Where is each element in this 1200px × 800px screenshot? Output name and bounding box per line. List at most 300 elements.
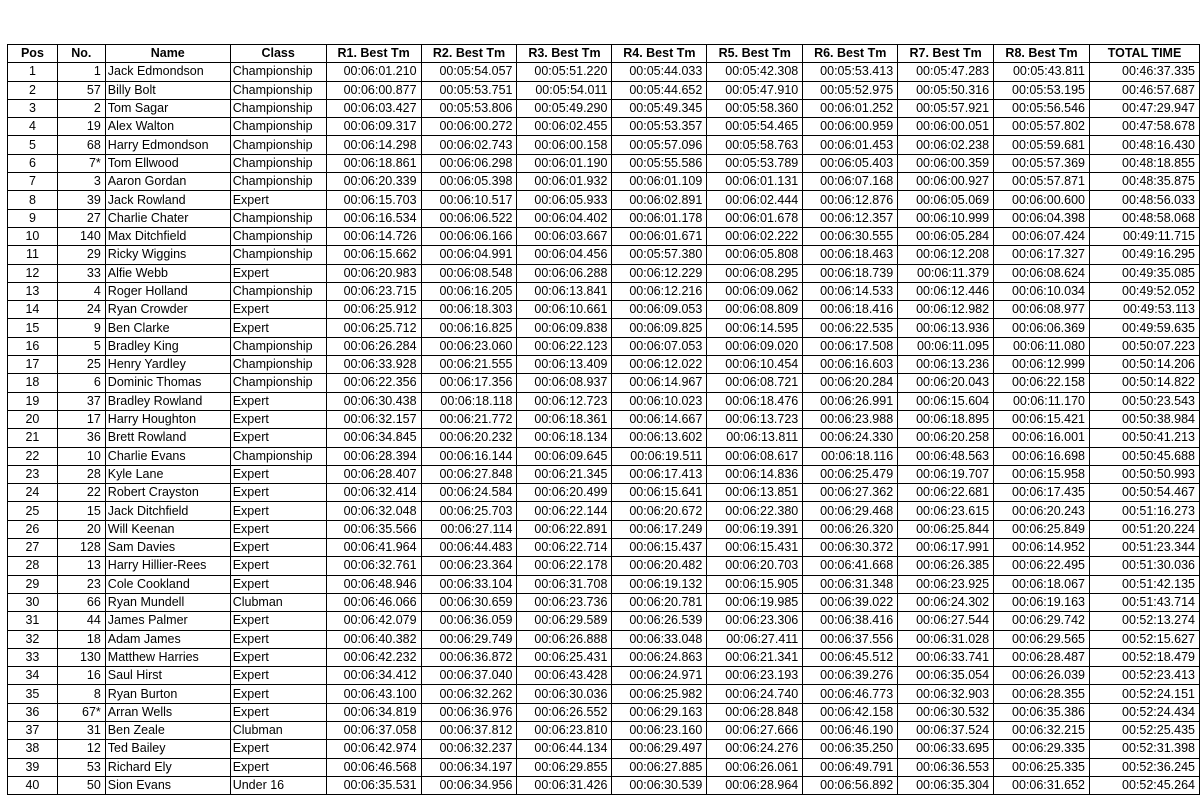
table-row xyxy=(8,337,1200,355)
r3-cell: 00:06:18.361 xyxy=(517,410,612,428)
r4-cell: 00:06:12.022 xyxy=(612,356,707,374)
pos-cell: 34 xyxy=(8,667,58,685)
r2-cell: 00:06:08.548 xyxy=(421,264,517,282)
r8-cell: 00:06:22.495 xyxy=(994,557,1090,575)
class-cell: Expert xyxy=(230,539,326,557)
r5-cell: 00:06:18.476 xyxy=(707,392,803,410)
total-time-cell: 00:47:29.947 xyxy=(1090,99,1200,117)
table-row xyxy=(8,410,1200,428)
r2-cell: 00:06:18.303 xyxy=(421,301,517,319)
r3-cell: 00:06:01.190 xyxy=(517,154,612,172)
name-cell: Tom Ellwood xyxy=(105,154,230,172)
header-cell: R2. Best Tm xyxy=(421,45,517,63)
table-row xyxy=(8,502,1200,520)
table-row xyxy=(8,685,1200,703)
r5-cell: 00:05:53.789 xyxy=(707,154,803,172)
name-cell: Ryan Crowder xyxy=(105,301,230,319)
header-cell: Class xyxy=(230,45,326,63)
r6-cell: 00:06:22.535 xyxy=(803,319,898,337)
r7-cell: 00:05:57.921 xyxy=(898,99,994,117)
r8-cell: 00:06:28.355 xyxy=(994,685,1090,703)
total-time-cell: 00:52:24.151 xyxy=(1090,685,1200,703)
r1-cell: 00:06:40.382 xyxy=(326,630,421,648)
pos-cell: 17 xyxy=(8,356,58,374)
r3-cell: 00:06:22.714 xyxy=(517,539,612,557)
number-cell: 28 xyxy=(57,465,105,483)
r5-cell: 00:05:58.360 xyxy=(707,99,803,117)
class-cell: Expert xyxy=(230,703,326,721)
r2-cell: 00:06:16.205 xyxy=(421,282,517,300)
r6-cell: 00:06:01.252 xyxy=(803,99,898,117)
r4-cell: 00:06:01.109 xyxy=(612,173,707,191)
r6-cell: 00:06:18.116 xyxy=(803,447,898,465)
r6-cell: 00:05:52.975 xyxy=(803,81,898,99)
table-row xyxy=(8,648,1200,666)
r4-cell: 00:06:24.971 xyxy=(612,667,707,685)
class-cell: Championship xyxy=(230,337,326,355)
r2-cell: 00:06:27.848 xyxy=(421,465,517,483)
number-cell: 57 xyxy=(57,81,105,99)
r7-cell: 00:06:20.258 xyxy=(898,429,994,447)
name-cell: Adam James xyxy=(105,630,230,648)
r7-cell: 00:06:15.604 xyxy=(898,392,994,410)
r5-cell: 00:06:21.341 xyxy=(707,648,803,666)
r7-cell: 00:06:13.936 xyxy=(898,319,994,337)
class-cell: Championship xyxy=(230,374,326,392)
r6-cell: 00:06:01.453 xyxy=(803,136,898,154)
table-row xyxy=(8,593,1200,611)
total-time-cell: 00:49:16.295 xyxy=(1090,246,1200,264)
name-cell: Bradley Rowland xyxy=(105,392,230,410)
r3-cell: 00:06:21.345 xyxy=(517,465,612,483)
class-cell: Expert xyxy=(230,301,326,319)
name-cell: Will Keenan xyxy=(105,520,230,538)
r8-cell: 00:06:32.215 xyxy=(994,721,1090,739)
r7-cell: 00:06:36.553 xyxy=(898,758,994,776)
r1-cell: 00:06:14.726 xyxy=(326,227,421,245)
r5-cell: 00:06:27.666 xyxy=(707,721,803,739)
r6-cell: 00:06:12.357 xyxy=(803,209,898,227)
total-time-cell: 00:49:11.715 xyxy=(1090,227,1200,245)
number-cell: 18 xyxy=(57,630,105,648)
r3-cell: 00:06:08.937 xyxy=(517,374,612,392)
number-cell: 9 xyxy=(57,319,105,337)
r1-cell: 00:06:00.877 xyxy=(326,81,421,99)
r4-cell: 00:06:15.437 xyxy=(612,539,707,557)
number-cell: 36 xyxy=(57,429,105,447)
r7-cell: 00:06:33.695 xyxy=(898,740,994,758)
r6-cell: 00:06:00.959 xyxy=(803,118,898,136)
r6-cell: 00:06:20.284 xyxy=(803,374,898,392)
class-cell: Championship xyxy=(230,63,326,81)
class-cell: Expert xyxy=(230,520,326,538)
class-cell: Championship xyxy=(230,356,326,374)
r5-cell: 00:06:24.740 xyxy=(707,685,803,703)
r3-cell: 00:05:49.290 xyxy=(517,99,612,117)
r2-cell: 00:06:06.166 xyxy=(421,227,517,245)
r3-cell: 00:06:10.661 xyxy=(517,301,612,319)
header-cell: R7. Best Tm xyxy=(898,45,994,63)
pos-cell: 25 xyxy=(8,502,58,520)
number-cell: 12 xyxy=(57,740,105,758)
total-time-cell: 00:48:56.033 xyxy=(1090,191,1200,209)
total-time-cell: 00:51:20.224 xyxy=(1090,520,1200,538)
table-row xyxy=(8,81,1200,99)
number-cell: 7* xyxy=(57,154,105,172)
number-cell: 53 xyxy=(57,758,105,776)
r6-cell: 00:06:45.512 xyxy=(803,648,898,666)
r6-cell: 00:06:23.988 xyxy=(803,410,898,428)
pos-cell: 29 xyxy=(8,575,58,593)
r7-cell: 00:06:12.446 xyxy=(898,282,994,300)
pos-cell: 27 xyxy=(8,539,58,557)
r4-cell: 00:06:14.967 xyxy=(612,374,707,392)
r4-cell: 00:06:01.671 xyxy=(612,227,707,245)
r4-cell: 00:06:17.413 xyxy=(612,465,707,483)
r7-cell: 00:06:33.741 xyxy=(898,648,994,666)
r8-cell: 00:05:57.369 xyxy=(994,154,1090,172)
class-cell: Clubman xyxy=(230,721,326,739)
r1-cell: 00:06:41.964 xyxy=(326,539,421,557)
table-row xyxy=(8,264,1200,282)
number-cell: 8 xyxy=(57,685,105,703)
r5-cell: 00:06:14.836 xyxy=(707,465,803,483)
number-cell: 22 xyxy=(57,484,105,502)
r2-cell: 00:05:53.751 xyxy=(421,81,517,99)
r7-cell: 00:06:12.208 xyxy=(898,246,994,264)
r8-cell: 00:05:56.546 xyxy=(994,99,1090,117)
r1-cell: 00:06:42.974 xyxy=(326,740,421,758)
total-time-cell: 00:49:53.113 xyxy=(1090,301,1200,319)
r1-cell: 00:06:23.715 xyxy=(326,282,421,300)
r4-cell: 00:06:09.053 xyxy=(612,301,707,319)
results-body xyxy=(8,63,1200,795)
name-cell: Jack Ditchfield xyxy=(105,502,230,520)
r2-cell: 00:06:21.772 xyxy=(421,410,517,428)
r7-cell: 00:06:23.925 xyxy=(898,575,994,593)
r1-cell: 00:06:28.407 xyxy=(326,465,421,483)
r5-cell: 00:05:47.910 xyxy=(707,81,803,99)
pos-cell: 26 xyxy=(8,520,58,538)
r6-cell: 00:06:56.892 xyxy=(803,776,898,794)
name-cell: James Palmer xyxy=(105,612,230,630)
number-cell: 15 xyxy=(57,502,105,520)
r1-cell: 00:06:30.438 xyxy=(326,392,421,410)
r1-cell: 00:06:42.232 xyxy=(326,648,421,666)
r5-cell: 00:06:09.020 xyxy=(707,337,803,355)
r2-cell: 00:06:23.364 xyxy=(421,557,517,575)
pos-cell: 23 xyxy=(8,465,58,483)
r2-cell: 00:05:53.806 xyxy=(421,99,517,117)
name-cell: Harry Edmondson xyxy=(105,136,230,154)
r5-cell: 00:06:23.306 xyxy=(707,612,803,630)
class-cell: Championship xyxy=(230,154,326,172)
r8-cell: 00:06:12.999 xyxy=(994,356,1090,374)
r3-cell: 00:06:23.736 xyxy=(517,593,612,611)
class-cell: Under 16 xyxy=(230,776,326,794)
r1-cell: 00:06:25.912 xyxy=(326,301,421,319)
r7-cell: 00:06:48.563 xyxy=(898,447,994,465)
r3-cell: 00:06:13.409 xyxy=(517,356,612,374)
r7-cell: 00:06:00.359 xyxy=(898,154,994,172)
header-cell: R5. Best Tm xyxy=(707,45,803,63)
r1-cell: 00:06:34.412 xyxy=(326,667,421,685)
r3-cell: 00:06:23.810 xyxy=(517,721,612,739)
table-row xyxy=(8,154,1200,172)
r1-cell: 00:06:03.427 xyxy=(326,99,421,117)
r7-cell: 00:06:20.043 xyxy=(898,374,994,392)
r5-cell: 00:06:08.721 xyxy=(707,374,803,392)
r3-cell: 00:06:26.552 xyxy=(517,703,612,721)
r8-cell: 00:06:31.652 xyxy=(994,776,1090,794)
name-cell: Billy Bolt xyxy=(105,81,230,99)
r8-cell: 00:06:18.067 xyxy=(994,575,1090,593)
r3-cell: 00:06:22.178 xyxy=(517,557,612,575)
name-cell: Robert Crayston xyxy=(105,484,230,502)
r2-cell: 00:06:16.825 xyxy=(421,319,517,337)
r6-cell: 00:06:39.276 xyxy=(803,667,898,685)
number-cell: 20 xyxy=(57,520,105,538)
r7-cell: 00:06:22.681 xyxy=(898,484,994,502)
total-time-cell: 00:51:16.273 xyxy=(1090,502,1200,520)
r3-cell: 00:06:22.891 xyxy=(517,520,612,538)
number-cell: 5 xyxy=(57,337,105,355)
class-cell: Championship xyxy=(230,447,326,465)
r7-cell: 00:06:05.069 xyxy=(898,191,994,209)
r6-cell: 00:06:46.773 xyxy=(803,685,898,703)
header-row xyxy=(8,45,1200,63)
r7-cell: 00:06:32.903 xyxy=(898,685,994,703)
r1-cell: 00:06:20.983 xyxy=(326,264,421,282)
table-row xyxy=(8,557,1200,575)
r4-cell: 00:05:44.652 xyxy=(612,81,707,99)
r3-cell: 00:06:00.158 xyxy=(517,136,612,154)
r4-cell: 00:06:26.539 xyxy=(612,612,707,630)
number-cell: 128 xyxy=(57,539,105,557)
total-time-cell: 00:52:36.245 xyxy=(1090,758,1200,776)
total-time-cell: 00:52:45.264 xyxy=(1090,776,1200,794)
r2-cell: 00:06:05.398 xyxy=(421,173,517,191)
table-row xyxy=(8,703,1200,721)
name-cell: Max Ditchfield xyxy=(105,227,230,245)
class-cell: Expert xyxy=(230,319,326,337)
class-cell: Championship xyxy=(230,209,326,227)
r7-cell: 00:06:37.524 xyxy=(898,721,994,739)
r2-cell: 00:06:17.356 xyxy=(421,374,517,392)
r8-cell: 00:06:14.952 xyxy=(994,539,1090,557)
class-cell: Championship xyxy=(230,173,326,191)
pos-cell: 39 xyxy=(8,758,58,776)
r4-cell: 00:06:19.132 xyxy=(612,575,707,593)
table-row xyxy=(8,319,1200,337)
r2-cell: 00:06:02.743 xyxy=(421,136,517,154)
name-cell: Sion Evans xyxy=(105,776,230,794)
r4-cell: 00:06:15.641 xyxy=(612,484,707,502)
total-time-cell: 00:52:31.398 xyxy=(1090,740,1200,758)
pos-cell: 21 xyxy=(8,429,58,447)
name-cell: Cole Cookland xyxy=(105,575,230,593)
r6-cell: 00:06:30.555 xyxy=(803,227,898,245)
r1-cell: 00:06:33.928 xyxy=(326,356,421,374)
total-time-cell: 00:47:58.678 xyxy=(1090,118,1200,136)
r4-cell: 00:06:29.163 xyxy=(612,703,707,721)
r1-cell: 00:06:09.317 xyxy=(326,118,421,136)
name-cell: Arran Wells xyxy=(105,703,230,721)
r8-cell: 00:06:28.487 xyxy=(994,648,1090,666)
r1-cell: 00:06:28.394 xyxy=(326,447,421,465)
r5-cell: 00:06:22.380 xyxy=(707,502,803,520)
r3-cell: 00:06:29.589 xyxy=(517,612,612,630)
r8-cell: 00:05:43.811 xyxy=(994,63,1090,81)
r1-cell: 00:06:18.861 xyxy=(326,154,421,172)
r2-cell: 00:06:18.118 xyxy=(421,392,517,410)
class-cell: Expert xyxy=(230,648,326,666)
pos-cell: 22 xyxy=(8,447,58,465)
table-row xyxy=(8,484,1200,502)
table-row xyxy=(8,575,1200,593)
number-cell: 27 xyxy=(57,209,105,227)
r5-cell: 00:05:42.308 xyxy=(707,63,803,81)
r4-cell: 00:06:29.497 xyxy=(612,740,707,758)
r5-cell: 00:06:02.222 xyxy=(707,227,803,245)
name-cell: Ricky Wiggins xyxy=(105,246,230,264)
number-cell: 24 xyxy=(57,301,105,319)
r3-cell: 00:06:22.123 xyxy=(517,337,612,355)
table-row xyxy=(8,447,1200,465)
r6-cell: 00:06:49.791 xyxy=(803,758,898,776)
number-cell: 37 xyxy=(57,392,105,410)
r8-cell: 00:06:29.742 xyxy=(994,612,1090,630)
r5-cell: 00:06:13.723 xyxy=(707,410,803,428)
class-cell: Expert xyxy=(230,465,326,483)
table-row xyxy=(8,209,1200,227)
table-row xyxy=(8,301,1200,319)
class-cell: Expert xyxy=(230,575,326,593)
r8-cell: 00:06:20.243 xyxy=(994,502,1090,520)
total-time-cell: 00:52:25.435 xyxy=(1090,721,1200,739)
number-cell: 31 xyxy=(57,721,105,739)
table-row xyxy=(8,282,1200,300)
name-cell: Harry Houghton xyxy=(105,410,230,428)
table-row xyxy=(8,520,1200,538)
r2-cell: 00:06:24.584 xyxy=(421,484,517,502)
r6-cell: 00:06:16.603 xyxy=(803,356,898,374)
pos-cell: 12 xyxy=(8,264,58,282)
pos-cell: 7 xyxy=(8,173,58,191)
r8-cell: 00:06:04.398 xyxy=(994,209,1090,227)
r3-cell: 00:06:12.723 xyxy=(517,392,612,410)
r6-cell: 00:06:31.348 xyxy=(803,575,898,593)
r4-cell: 00:06:14.667 xyxy=(612,410,707,428)
number-cell: 23 xyxy=(57,575,105,593)
r5-cell: 00:05:54.465 xyxy=(707,118,803,136)
table-row xyxy=(8,99,1200,117)
pos-cell: 9 xyxy=(8,209,58,227)
pos-cell: 2 xyxy=(8,81,58,99)
class-cell: Championship xyxy=(230,246,326,264)
number-cell: 1 xyxy=(57,63,105,81)
r4-cell: 00:06:23.160 xyxy=(612,721,707,739)
table-row xyxy=(8,191,1200,209)
header-cell: R8. Best Tm xyxy=(994,45,1090,63)
class-cell: Expert xyxy=(230,392,326,410)
r2-cell: 00:06:44.483 xyxy=(421,539,517,557)
r6-cell: 00:06:18.739 xyxy=(803,264,898,282)
r8-cell: 00:06:15.421 xyxy=(994,410,1090,428)
pos-cell: 10 xyxy=(8,227,58,245)
r1-cell: 00:06:46.066 xyxy=(326,593,421,611)
r1-cell: 00:06:15.703 xyxy=(326,191,421,209)
total-time-cell: 00:48:35.875 xyxy=(1090,173,1200,191)
r8-cell: 00:05:59.681 xyxy=(994,136,1090,154)
r8-cell: 00:06:22.158 xyxy=(994,374,1090,392)
r4-cell: 00:06:12.229 xyxy=(612,264,707,282)
r7-cell: 00:06:11.379 xyxy=(898,264,994,282)
r2-cell: 00:06:06.522 xyxy=(421,209,517,227)
total-time-cell: 00:49:59.635 xyxy=(1090,319,1200,337)
results-table xyxy=(7,44,1200,795)
name-cell: Alex Walton xyxy=(105,118,230,136)
table-row xyxy=(8,356,1200,374)
r6-cell: 00:06:26.991 xyxy=(803,392,898,410)
table-row xyxy=(8,539,1200,557)
r7-cell: 00:05:50.316 xyxy=(898,81,994,99)
name-cell: Dominic Thomas xyxy=(105,374,230,392)
total-time-cell: 00:46:37.335 xyxy=(1090,63,1200,81)
r3-cell: 00:06:20.499 xyxy=(517,484,612,502)
r4-cell: 00:06:07.053 xyxy=(612,337,707,355)
table-row xyxy=(8,630,1200,648)
r7-cell: 00:06:18.895 xyxy=(898,410,994,428)
r3-cell: 00:06:29.855 xyxy=(517,758,612,776)
number-cell: 6 xyxy=(57,374,105,392)
r6-cell: 00:06:42.158 xyxy=(803,703,898,721)
r5-cell: 00:06:24.276 xyxy=(707,740,803,758)
header-cell: R4. Best Tm xyxy=(612,45,707,63)
r8-cell: 00:06:16.001 xyxy=(994,429,1090,447)
table-row xyxy=(8,758,1200,776)
r2-cell: 00:05:54.057 xyxy=(421,63,517,81)
r3-cell: 00:06:04.402 xyxy=(517,209,612,227)
name-cell: Brett Rowland xyxy=(105,429,230,447)
r6-cell: 00:06:07.168 xyxy=(803,173,898,191)
r8-cell: 00:06:08.977 xyxy=(994,301,1090,319)
r4-cell: 00:06:20.482 xyxy=(612,557,707,575)
r6-cell: 00:06:41.668 xyxy=(803,557,898,575)
r2-cell: 00:06:20.232 xyxy=(421,429,517,447)
r5-cell: 00:06:19.985 xyxy=(707,593,803,611)
name-cell: Matthew Harries xyxy=(105,648,230,666)
r8-cell: 00:06:29.335 xyxy=(994,740,1090,758)
r8-cell: 00:06:16.698 xyxy=(994,447,1090,465)
total-time-cell: 00:51:42.135 xyxy=(1090,575,1200,593)
r1-cell: 00:06:34.845 xyxy=(326,429,421,447)
r4-cell: 00:06:13.602 xyxy=(612,429,707,447)
r6-cell: 00:06:25.479 xyxy=(803,465,898,483)
pos-cell: 16 xyxy=(8,337,58,355)
r8-cell: 00:06:35.386 xyxy=(994,703,1090,721)
r2-cell: 00:06:36.059 xyxy=(421,612,517,630)
total-time-cell: 00:52:24.434 xyxy=(1090,703,1200,721)
r7-cell: 00:06:26.385 xyxy=(898,557,994,575)
class-cell: Expert xyxy=(230,740,326,758)
r3-cell: 00:06:13.841 xyxy=(517,282,612,300)
class-cell: Championship xyxy=(230,282,326,300)
table-row xyxy=(8,63,1200,81)
pos-cell: 19 xyxy=(8,392,58,410)
r1-cell: 00:06:32.048 xyxy=(326,502,421,520)
total-time-cell: 00:51:23.344 xyxy=(1090,539,1200,557)
